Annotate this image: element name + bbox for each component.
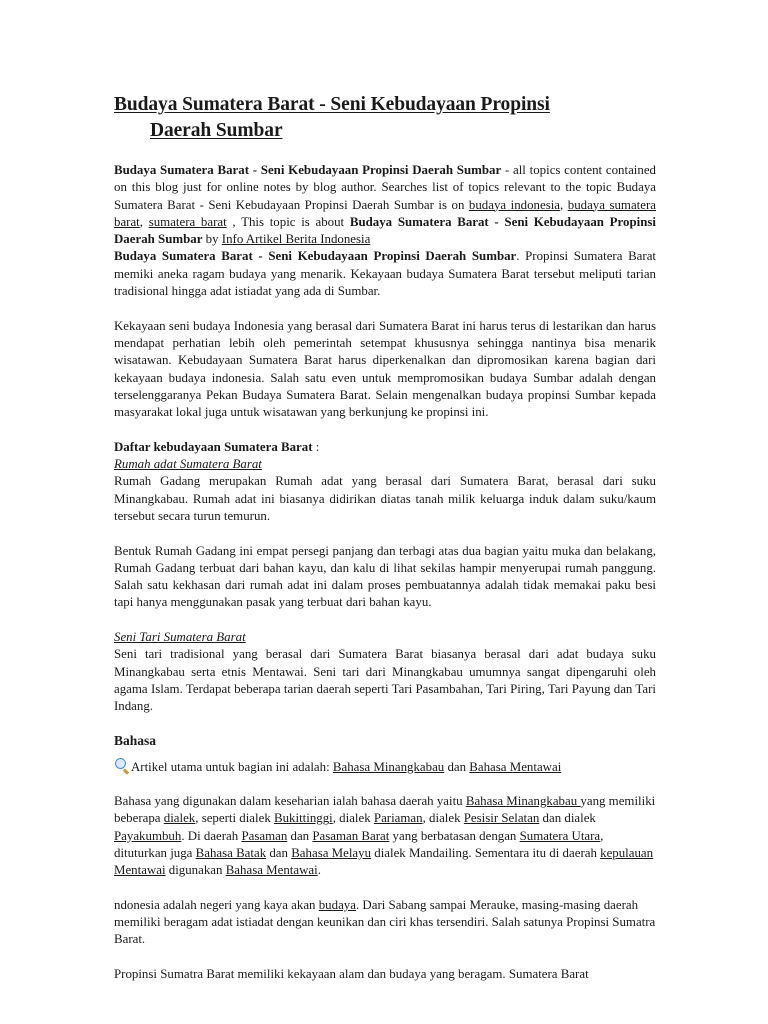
link-dialek[interactable]: dialek	[163, 811, 196, 826]
text: , dialek	[332, 811, 374, 826]
tag-link-budaya-sumatera-barat[interactable]: budaya sumatera barat	[114, 197, 656, 229]
intro-paragraph	[114, 162, 656, 248]
daftar-heading-line	[114, 439, 656, 456]
magnifier-icon	[114, 758, 130, 774]
link-budaya[interactable]: budaya	[318, 897, 356, 912]
bahasa-paragraph	[114, 793, 656, 879]
text: , dialek	[422, 811, 464, 826]
link-pasaman[interactable]: Pasaman	[241, 828, 288, 843]
paragraph-1-text: . Propinsi Sumatera Barat memiki aneka ragam budaya yang menarik. Kekayaan budaya Sumatera Barat tersebut meliputi tarian tradisional hingga adat istiadat yang ada di Sumbar.	[114, 249, 656, 299]
text: . Di daerah	[181, 828, 242, 843]
link-pariaman[interactable]: Pariaman	[373, 811, 423, 826]
article-title	[114, 92, 656, 144]
document-page	[114, 92, 656, 983]
intro-bold-topic: Budaya Sumatera Barat - Seni Kebudayaan Propinsi Daerah Sumbar	[114, 163, 502, 177]
link-pasaman-barat[interactable]: Pasaman Barat	[312, 828, 390, 843]
separator: ,	[139, 214, 149, 229]
tari-link-line	[114, 629, 656, 646]
text: . Dari Sabang sampai Merauke, masing-masing daerah memiliki beragam adat istiadat dengan keunikan dan ciri khas tersendiri. Salah satunya Propinsi Sumatra Barat.	[114, 897, 656, 947]
link-bahasa-melayu[interactable]: Bahasa Melayu	[291, 845, 372, 860]
text: ndonesia adalah negeri yang kaya akan	[114, 897, 319, 912]
text: yang memiliki beberapa	[114, 794, 656, 826]
title-line-2: Daerah Sumbar	[150, 120, 283, 141]
link-bahasa-mentawai-2[interactable]: Bahasa Mentawai	[225, 863, 318, 878]
cut-off-text: Propinsi Sumatra Barat memiliki kekayaan alam dan budaya yang beragam. Sumatera Barat	[114, 967, 589, 982]
text: dan	[266, 845, 292, 860]
daftar-heading: Daftar kebudayaan Sumatera Barat	[114, 439, 313, 454]
separator: ,	[560, 197, 568, 212]
main-article-prefix: Artikel utama untuk bagian ini adalah:	[131, 759, 333, 774]
paragraph-1	[114, 248, 656, 300]
cut-off-line	[114, 966, 656, 983]
tag-link-sumatera-barat[interactable]: sumatera barat	[148, 214, 227, 229]
link-bahasa-mentawai[interactable]: Bahasa Mentawai	[469, 759, 562, 774]
text: dialek Mandailing. Sementara itu di daerah	[371, 845, 601, 860]
link-sumatera-utara[interactable]: Sumatera Utara	[519, 828, 601, 843]
text: dan dialek	[539, 811, 596, 826]
intro-text: by	[202, 232, 222, 247]
title-line-1: Budaya Sumatera Barat - Seni Kebudayaan Propinsi	[114, 94, 550, 115]
intro-text: , This topic is about	[226, 214, 350, 229]
conjunction: dan	[444, 759, 470, 774]
text: , seperti dialek	[195, 811, 274, 826]
rumah-link-line	[114, 456, 656, 473]
text: digunakan	[165, 863, 226, 878]
text: .	[317, 863, 321, 878]
paragraph-1-bold: Budaya Sumatera Barat - Seni Kebudayaan Propinsi Daerah Sumbar	[114, 249, 517, 264]
text: , dituturkan juga	[114, 828, 604, 860]
rumah-paragraph: Rumah Gadang merupakan Rumah adat yang berasal dari Sumatera Barat, berasal dari suku Minangkabau. Rumah adat ini biasanya didirikan diatas tanah milik keluarga induk dalam suku/kaum tersebut secara turun temurun.	[114, 474, 656, 523]
seni-tari-link[interactable]: Seni Tari Sumatera Barat	[114, 630, 246, 645]
link-pesisir-selatan[interactable]: Pesisir Selatan	[463, 811, 540, 826]
text: yang berbatasan dengan	[389, 828, 520, 843]
bahasa-main-article-line	[114, 758, 656, 776]
indonesia-paragraph	[114, 897, 656, 949]
bentuk-paragraph: Bentuk Rumah Gadang ini empat persegi panjang dan terbagi atas dua bagian yaitu muka dan belakang, Rumah Gadang terbuat dari bahan kayu, dan kalu di lihat sekilas hampir menyerupai rumah panggung. Salah satu kekhasan dari rumah adat ini dalam proses pembuatannya adalah tidak memakai paku besi tapi hanya menggunakan pasak yang terbuat dari bahan kayu.	[114, 543, 656, 610]
text: Bahasa yang digunakan dalam keseharian ialah bahasa daerah yaitu	[114, 794, 466, 809]
link-bahasa-batak[interactable]: Bahasa Batak	[195, 845, 267, 860]
link-bukittinggi[interactable]: Bukittinggi	[274, 811, 333, 826]
rumah-adat-link[interactable]: Rumah adat Sumatera Barat	[114, 457, 262, 472]
tag-link-budaya-indonesia[interactable]: budaya indonesia	[468, 197, 561, 212]
author-link[interactable]: Info Artikel Berita Indonesia	[221, 232, 371, 247]
colon: :	[312, 439, 320, 454]
intro-bold-topic-2: Budaya Sumatera Barat - Seni Kebudayaan Propinsi Daerah Sumbar	[114, 214, 657, 247]
text: dan	[287, 828, 313, 843]
link-bahasa-minangkabau-2[interactable]: Bahasa Minangkabau	[465, 794, 581, 809]
link-bahasa-minangkabau[interactable]: Bahasa Minangkabau	[332, 759, 445, 774]
tari-paragraph: Seni tari tradisional yang berasal dari Sumatera Barat biasanya berasal dari adat budaya suku Minangkabau serta etnis Mentawai. Seni tari dari Minangkabau umumnya sangat dipengaruhi oleh agama Islam. Terdapat beberapa tarian daerah seperti Tari Pasambahan, Tari Piring, Tari Payung dan Tari Indang.	[114, 647, 656, 714]
paragraph-2: Kekayaan seni budaya Indonesia yang berasal dari Sumatera Barat ini harus terus di lestarikan dan harus mendapat perhatian lebih oleh pemerintah setempat khususnya sehingga nantinya bisa menarik wisatawan. Kebudayaan Sumatera Barat harus diperkenalkan dan dipromosikan karena bagian dari kekayaan budaya indonesia. Salah satu even untuk mempromosikan budaya Sumbar adalah dengan terselenggaranya Pekan Budaya Sumatera Barat. Selain mengenalkan budaya propinsi Sumbar kepada masyarakat lokal juga untuk wisatawan yang berkunjung ke propinsi ini.	[114, 318, 656, 420]
link-payakumbuh[interactable]: Payakumbuh	[114, 828, 182, 843]
bahasa-heading: Bahasa	[114, 732, 157, 748]
intro-text: - all topics content contained on this blog just for online notes by blog author. Searches list of topics relevant to the topic Budaya Sumatera Barat - Seni Kebudayaan Propinsi Daerah Sumbar is on	[114, 163, 656, 212]
link-kepulauan-mentawai[interactable]: kepulauan Mentawai	[114, 845, 654, 878]
